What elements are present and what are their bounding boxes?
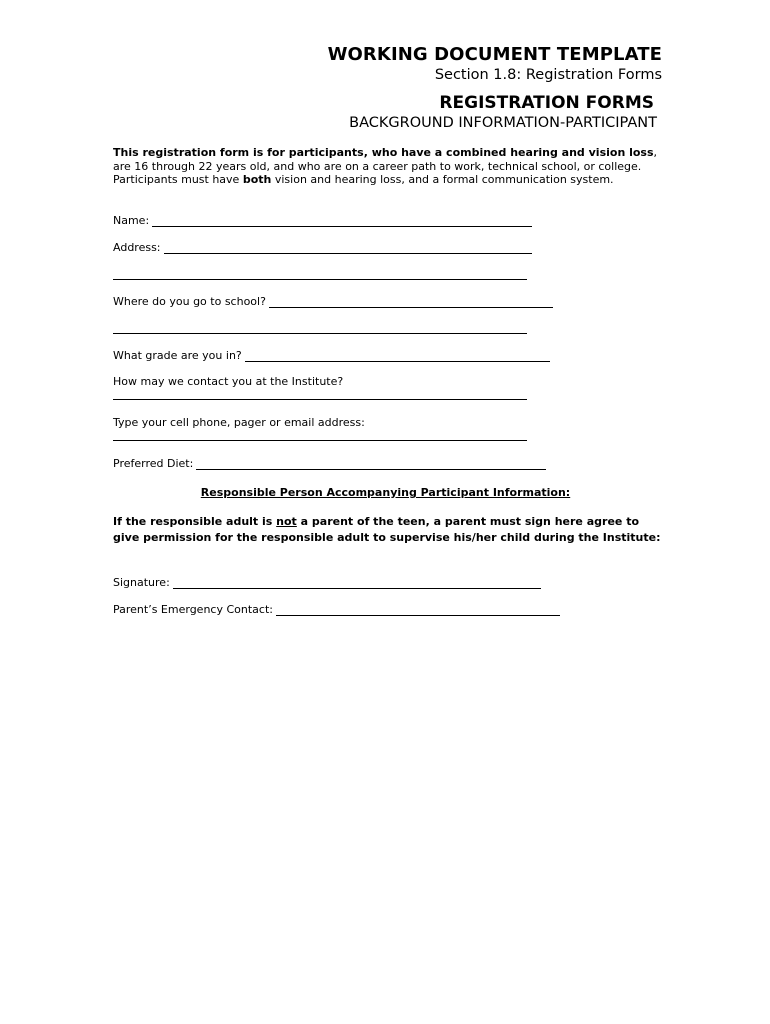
emergency-field[interactable] xyxy=(276,603,560,616)
emergency-row xyxy=(113,601,560,616)
school-label: Where do you go to school? xyxy=(113,295,266,308)
address-row xyxy=(113,239,532,254)
school-field-line-2[interactable] xyxy=(113,333,527,334)
intro-text-1: , are 16 through 22 years old, and who are on a career path to work, technical school, or college. Participants must have xyxy=(113,146,658,186)
cell-label: Type your cell phone, pager or email address: xyxy=(113,416,365,429)
consent-paragraph xyxy=(113,514,668,545)
section-subtitle: Section 1.8: Registration Forms xyxy=(434,67,662,83)
intro-paragraph xyxy=(113,146,673,187)
diet-row xyxy=(113,455,546,470)
intro-bold-word: both xyxy=(242,173,272,186)
signature-label: Signature: xyxy=(113,576,170,589)
emergency-label: Parent’s Emergency Contact: xyxy=(113,603,273,616)
grade-label: What grade are you in? xyxy=(113,349,242,362)
address-label: Address: xyxy=(113,241,161,254)
diet-field[interactable] xyxy=(196,457,546,470)
signature-field[interactable] xyxy=(173,576,541,589)
school-row xyxy=(113,293,553,308)
consent-pre: If the responsible adult is xyxy=(113,515,277,528)
responsible-person-heading: Responsible Person Accompanying Participant Information: xyxy=(200,486,571,499)
name-label: Name: xyxy=(113,214,150,227)
grade-row xyxy=(113,347,550,362)
forms-heading: REGISTRATION FORMS xyxy=(439,93,654,113)
intro-text-2: vision and hearing loss, and a formal communication system. xyxy=(271,173,614,186)
name-field[interactable] xyxy=(152,214,532,227)
intro-bold: This registration form is for participants, who have a combined hearing and vision loss xyxy=(113,146,654,159)
cell-field[interactable] xyxy=(113,440,527,441)
address-field-line-2[interactable] xyxy=(113,279,527,280)
consent-post: a parent of the teen, a parent must sign here agree to give permission for the responsible adult to supervise his/her child during the Institute: xyxy=(113,515,661,544)
grade-field[interactable] xyxy=(245,349,550,362)
diet-label: Preferred Diet: xyxy=(113,457,194,470)
signature-row xyxy=(113,574,541,589)
document-title: WORKING DOCUMENT TEMPLATE xyxy=(327,44,662,65)
contact-field[interactable] xyxy=(113,399,527,400)
background-heading: BACKGROUND INFORMATION-PARTICIPANT xyxy=(349,115,657,131)
school-field[interactable] xyxy=(269,295,553,308)
contact-label: How may we contact you at the Institute? xyxy=(113,375,344,388)
name-row xyxy=(113,212,532,227)
consent-not: not xyxy=(276,515,297,528)
address-field[interactable] xyxy=(164,241,532,254)
